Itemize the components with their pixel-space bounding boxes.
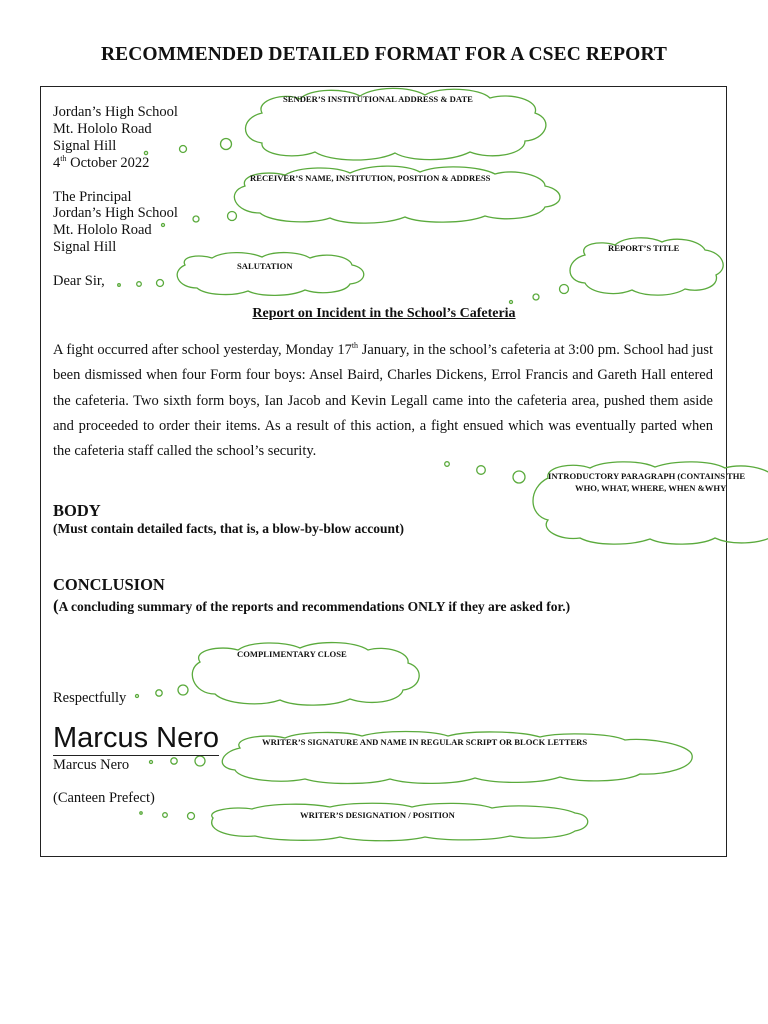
sender-road: Mt. Hololo Road: [53, 121, 152, 137]
writer-designation: (Canteen Prefect): [53, 790, 155, 806]
complimentary-close: Respectfully: [53, 690, 127, 706]
date-day: 4: [53, 155, 61, 171]
date-suffix: th: [60, 154, 67, 164]
page-title: RECOMMENDED DETAILED FORMAT FOR A CSEC REPORT: [100, 44, 668, 65]
annotation-title: REPORT’S TITLE: [608, 243, 680, 253]
body-note: (Must contain detailed facts, that is, a blow-by-blow account): [53, 521, 404, 536]
intro-paragraph: [53, 338, 713, 464]
annotation-sender: SENDER’S INSTITUTIONAL ADDRESS & DATE: [283, 94, 473, 104]
annotation-receiver: RECEIVER’S NAME, INSTITUTION, POSITION & ADDRESS: [250, 173, 491, 183]
receiver-position: The Principal: [53, 189, 132, 205]
annotation-designation: WRITER’S DESIGNATION / POSITION: [300, 810, 455, 820]
salutation-annotation-cloud: [118, 253, 364, 296]
annotation-intro-line2: WHO, WHAT, WHERE, WHEN &WHY: [575, 483, 727, 493]
date-rest: October 2022: [66, 155, 150, 171]
conclusion-heading: CONCLUSION: [53, 575, 165, 594]
receiver-area: Signal Hill: [53, 239, 117, 255]
report-title: Report on Incident in the School’s Cafeteria: [252, 306, 516, 321]
sender-area: Signal Hill: [53, 138, 117, 154]
receiver-road: Mt. Hololo Road: [53, 222, 152, 238]
annotation-close: COMPLIMENTARY CLOSE: [237, 649, 347, 659]
conclusion-text: A concluding summary of the reports and recommendations ONLY if they are asked for.): [58, 599, 571, 614]
intro-part2: January, in the school’s cafeteria at 3:00 pm. School had just been dismissed when four Form four boys: Ansel Baird, Charles Dickens, Errol Francis and Gareth Hall entered the cafeteria. Two sixth form boys, Ian Jacob and Kevin Legall came into the cafeteria area, pushed them aside and proceeded to order their items. As a result of this action, a fight ensued which was eventually parted when the cafeteria staff called the school’s security.: [53, 342, 713, 460]
salutation: Dear Sir,: [53, 273, 105, 289]
intro-part1: A fight occurred after school yesterday, Monday 17: [53, 342, 352, 358]
designation-annotation-cloud: [140, 803, 588, 841]
signature: Marcus Nero: [53, 722, 219, 754]
annotation-intro-line1: INTRODUCTORY PARAGRAPH (CONTAINS THE: [548, 471, 746, 481]
sender-date: [53, 155, 149, 172]
annotation-salutation: SALUTATION: [237, 261, 293, 271]
body-heading: BODY: [53, 501, 101, 520]
annotation-signature: WRITER’S SIGNATURE AND NAME IN REGULAR SCRIPT OR BLOCK LETTERS: [262, 737, 588, 747]
receiver-school: Jordan’s High School: [53, 205, 178, 221]
conclusion-paren: (: [53, 596, 59, 615]
conclusion-note: [53, 596, 570, 616]
intro-suffix: th: [351, 341, 359, 351]
sender-school: Jordan’s High School: [53, 104, 178, 120]
writer-name: Marcus Nero: [53, 757, 130, 773]
